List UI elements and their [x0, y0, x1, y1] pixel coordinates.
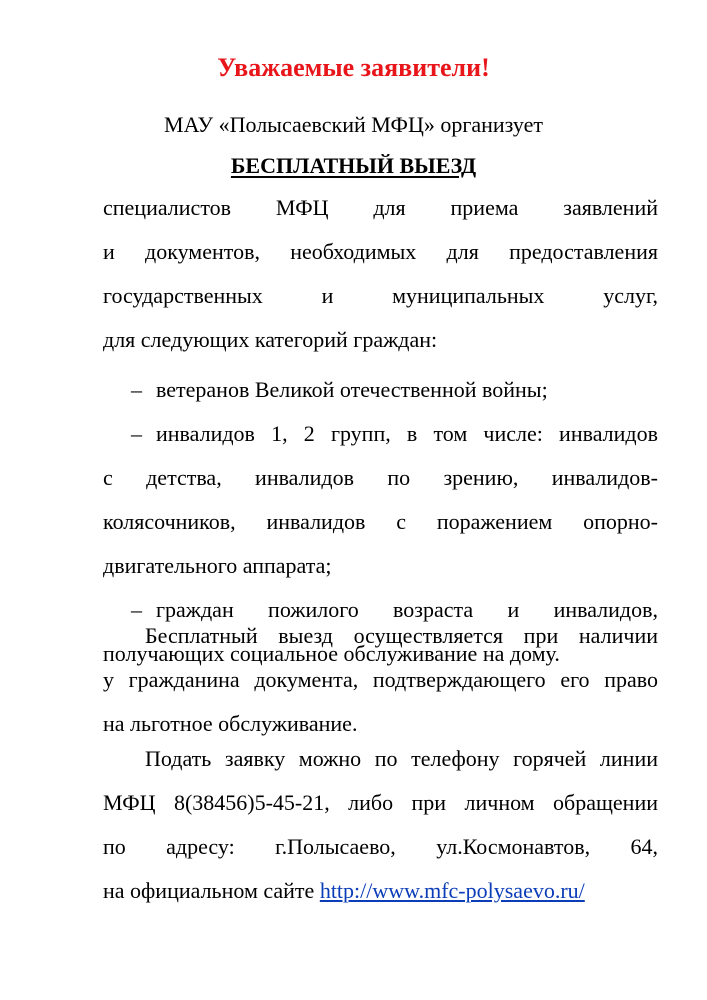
intro-line: специалистов МФЦ для приема заявлений	[103, 195, 658, 220]
contact-line: МФЦ 8(38456)5-45-21, либо при личном обращении	[103, 790, 658, 815]
list-dash: –	[131, 377, 142, 402]
page-heading: Уважаемые заявители!	[217, 53, 490, 82]
list-dash: –	[131, 421, 142, 446]
list-dash: –	[131, 597, 142, 622]
organizer-line: МАУ «Полысаевский МФЦ» организует	[164, 112, 543, 137]
intro-paragraph	[103, 186, 658, 362]
intro-line: для следующих категорий граждан:	[103, 327, 438, 352]
contact-line	[103, 869, 658, 913]
website-link[interactable]: http://www.mfc-polysaevo.ru/	[319, 878, 585, 903]
category-line: получающих социальное обслуживание на дому.	[103, 641, 560, 666]
contact-paragraph	[103, 737, 658, 913]
category-line: колясочников, инвалидов с поражением опорно-	[103, 509, 658, 534]
category-line: двигательного аппарата;	[103, 553, 332, 578]
category-line: с детства, инвалидов по зрению, инвалидов-	[103, 465, 658, 490]
condition-paragraph	[103, 614, 658, 746]
intro-line: государственных и муниципальных услуг,	[103, 283, 658, 308]
website-prefix: на официальном сайте	[103, 878, 320, 903]
category-item	[103, 412, 658, 456]
category-text: инвалидов 1, 2 групп, в том числе: инвалидов	[156, 421, 658, 446]
condition-line: на льготное обслуживание.	[103, 711, 358, 736]
contact-line: Подать заявку можно по телефону горячей линии	[145, 746, 658, 771]
category-text: ветеранов Великой отечественной войны;	[156, 377, 548, 402]
free-visit-title	[0, 151, 707, 181]
free-visit-title-text: БЕСПЛАТНЫЙ ВЫЕЗД	[230, 153, 477, 178]
intro-line: и документов, необходимых для предоставления	[103, 239, 658, 264]
category-text: граждан пожилого возраста и инвалидов,	[156, 597, 658, 622]
condition-line: Бесплатный выезд осуществляется при наличии	[145, 623, 658, 648]
category-item	[103, 368, 658, 412]
contact-line: по адресу: г.Полысаево, ул.Космонавтов, 64,	[103, 834, 658, 859]
condition-line: у гражданина документа, подтверждающего его право	[103, 667, 658, 692]
